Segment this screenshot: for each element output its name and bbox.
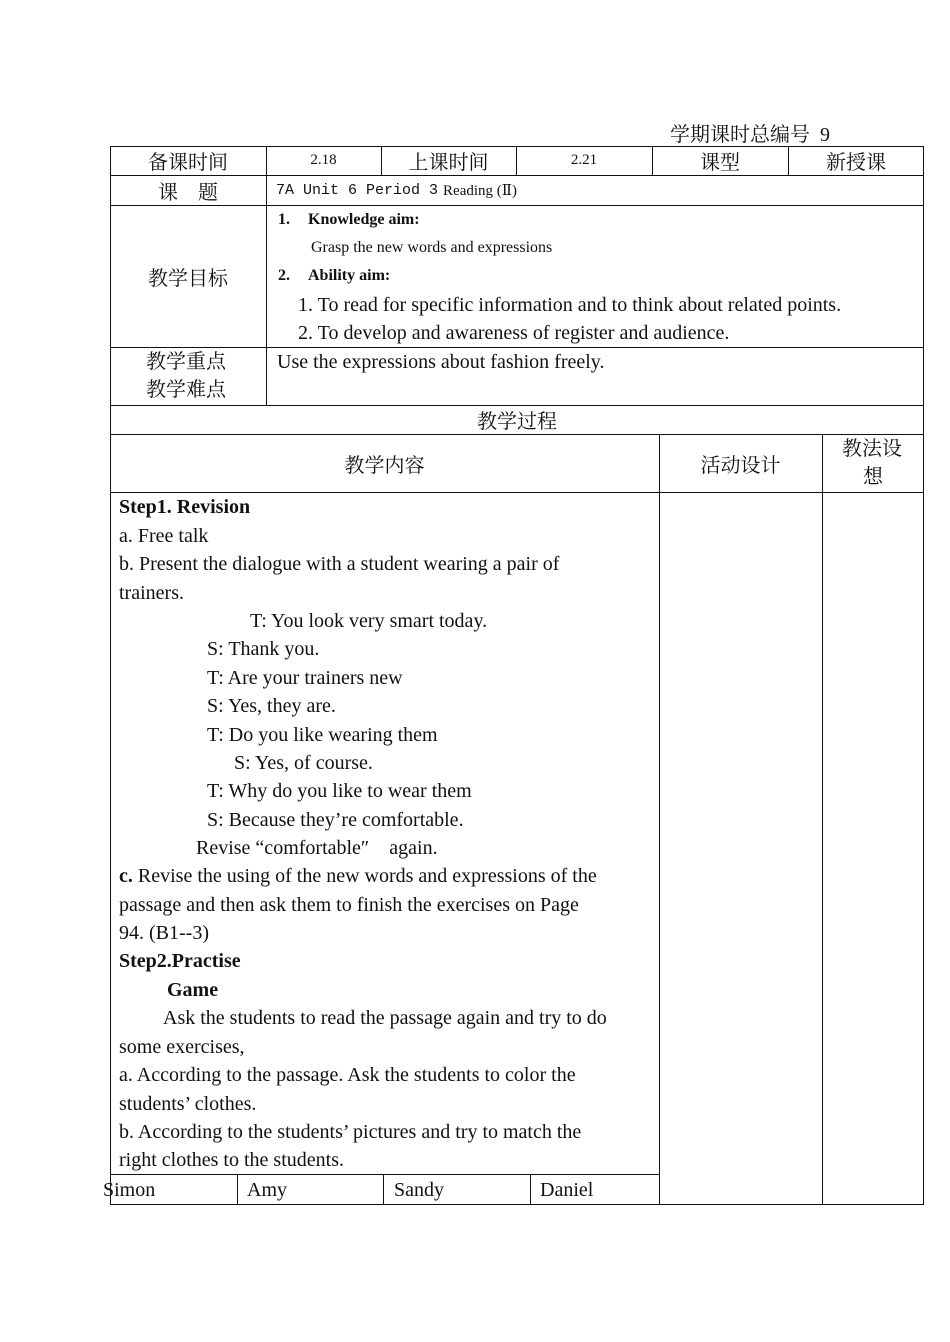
passage-a-2: students’ clothes.	[119, 1093, 257, 1115]
free-talk: a. Free talk	[119, 525, 209, 547]
lesson-type-label: 课型	[700, 152, 740, 174]
col-method-line1: 教法设	[842, 438, 902, 460]
student-name: Daniel	[540, 1179, 594, 1201]
dialogue-line: T: Are your trainers new	[207, 667, 403, 689]
dialogue-line: S: Thank you.	[207, 638, 320, 660]
class-time-value: 2.21	[570, 152, 598, 168]
revise-words-1: c. Revise the using of the new words and expressions of the	[119, 865, 597, 887]
student-name: Simon	[103, 1179, 156, 1201]
dialogue-line: T: You look very smart today.	[250, 610, 488, 632]
col-method-line2: 想	[863, 466, 883, 488]
topic-value	[266, 175, 916, 205]
prep-time-value: 2.18	[310, 152, 337, 168]
knowledge-text: Grasp the new words and expressions	[311, 239, 553, 256]
step1-title: Step1. Revision	[119, 496, 251, 518]
difficult-point-label: 教学难点	[146, 379, 226, 401]
key-point-label: 教学重点	[146, 351, 226, 373]
ask-students-1: Ask the students to read the passage again and try to do	[163, 1007, 607, 1029]
lesson-type-value: 新授课	[826, 152, 886, 174]
topic-label: 课 题	[158, 181, 218, 204]
present-dialogue-1: b. Present the dialogue with a student wearing a pair of	[119, 553, 560, 575]
dialogue-line: S: Because they’re comfortable.	[207, 809, 464, 831]
lesson-serial	[670, 118, 840, 147]
class-time-label: 上课时间	[408, 152, 489, 174]
dialogue-line: T: Do you like wearing them	[207, 724, 438, 746]
ability-aim	[278, 267, 390, 285]
dialogue-line: S: Yes, they are.	[207, 695, 336, 717]
knowledge-num: 1.	[278, 211, 290, 228]
present-dialogue-2: trainers.	[119, 582, 184, 604]
col-activity-design: 活动设计	[700, 454, 781, 477]
dialogue-line: S: Yes, of course.	[234, 752, 373, 774]
ask-students-2: some exercises,	[119, 1036, 245, 1058]
process-title: 教学过程	[477, 411, 557, 433]
ability-item: 2. To develop and awareness of register and audience.	[298, 322, 730, 344]
student-name: Amy	[247, 1179, 287, 1201]
topic-reading: Reading (Ⅱ)	[443, 182, 517, 199]
step2-title: Step2.Practise	[119, 950, 241, 972]
revise-words-3: 94. (B1--3)	[119, 922, 209, 944]
ability-title: Ability aim:	[308, 267, 391, 284]
serial-number: 9	[810, 124, 840, 147]
ability-item: 1. To read for specific information and to think about related points.	[298, 294, 842, 316]
passage-b-2: right clothes to the students.	[119, 1149, 344, 1171]
knowledge-title: Knowledge aim:	[308, 211, 420, 228]
key-points-text: Use the expressions about fashion freely.	[277, 351, 605, 373]
objectives-label: 教学目标	[148, 267, 228, 290]
passage-b-1: b. According to the students’ pictures and try to match the	[119, 1121, 582, 1143]
topic-unit: 7A Unit 6 Period 3	[276, 181, 439, 199]
dialogue-line: T: Why do you like to wear them	[207, 780, 472, 802]
revise-words-2: passage and then ask them to finish the exercises on Page	[119, 894, 579, 916]
col-teaching-content: 教学内容	[344, 454, 425, 477]
student-name: Sandy	[394, 1179, 444, 1201]
serial-label: 学期课时总编号	[670, 124, 810, 146]
game-title: Game	[167, 979, 219, 1001]
passage-a-1: a. According to the passage. Ask the students to color the	[119, 1064, 576, 1086]
ability-num: 2.	[278, 267, 290, 284]
knowledge-aim	[278, 211, 420, 229]
revise-comfortable: Revise “comfortable″ again.	[196, 837, 438, 859]
prep-time-label: 备课时间	[148, 152, 228, 174]
